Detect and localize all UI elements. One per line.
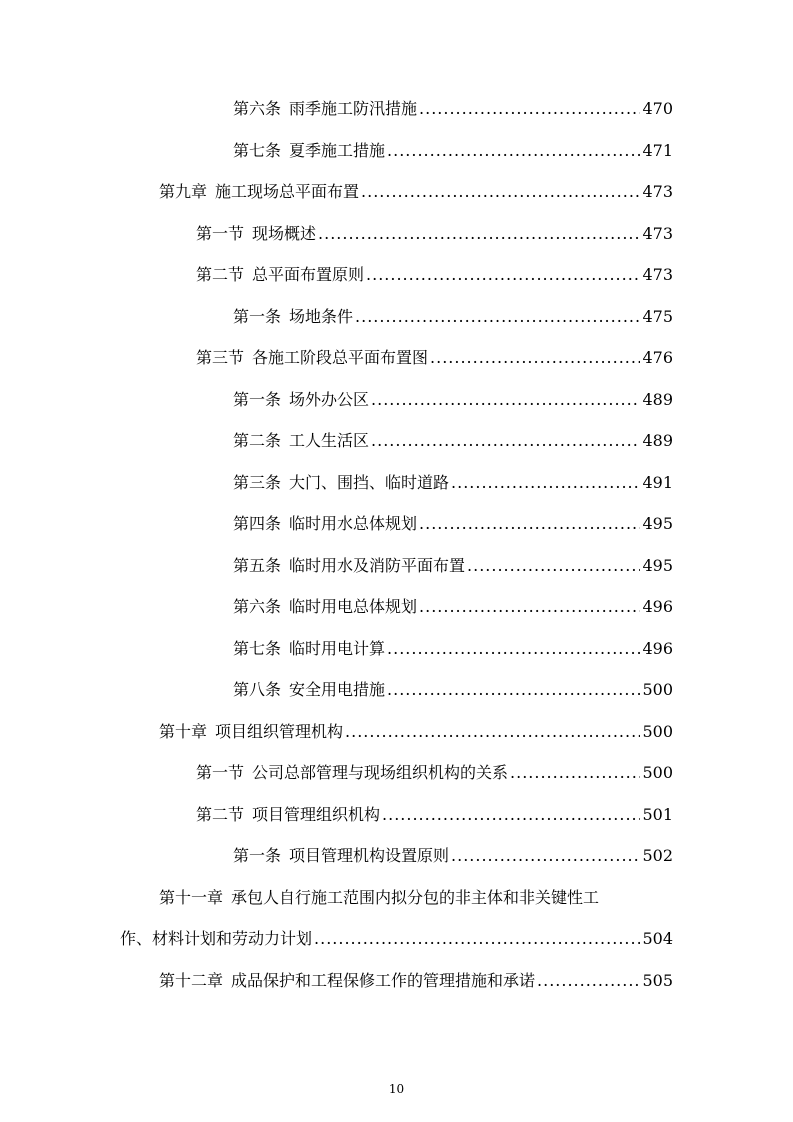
toc-label: 第七条	[233, 639, 282, 658]
toc-entry[interactable]	[0, 886, 793, 910]
toc-label: 第一节	[196, 763, 245, 782]
toc-entry[interactable]	[0, 388, 793, 412]
toc-entry[interactable]	[0, 844, 793, 868]
toc-entry[interactable]	[0, 803, 793, 827]
toc-title: 总平面布置原则	[252, 265, 365, 284]
toc-page: 489	[642, 390, 673, 409]
toc-title: 承包人自行施工范围内拟分包的非主体和非关键性工	[231, 888, 600, 907]
toc-title: 临时用水总体规划	[289, 514, 418, 533]
toc-leader	[467, 554, 640, 578]
toc-label: 第七条	[233, 141, 282, 160]
toc-leader	[387, 678, 640, 702]
toc-entry[interactable]	[0, 180, 793, 204]
toc-entry[interactable]	[0, 471, 793, 495]
toc-title: 场地条件	[289, 307, 354, 326]
toc-entry[interactable]	[0, 761, 793, 785]
toc-label: 第二节	[196, 265, 245, 284]
toc-title: 施工现场总平面布置	[215, 182, 360, 201]
toc-label: 第六条	[233, 597, 282, 616]
toc-entry-continuation[interactable]	[0, 927, 793, 951]
toc-page: 473	[642, 182, 673, 201]
toc-page: 500	[642, 680, 673, 699]
toc-leader	[419, 97, 640, 121]
toc-page: 473	[642, 224, 673, 243]
toc-label: 第一条	[233, 390, 282, 409]
toc-entry[interactable]	[0, 678, 793, 702]
toc-label: 第六条	[233, 99, 282, 118]
toc-leader	[387, 139, 640, 163]
toc-title: 现场概述	[252, 224, 317, 243]
toc-leader	[382, 803, 640, 827]
toc-entry[interactable]	[0, 595, 793, 619]
toc-title: 成品保护和工程保修工作的管理措施和承诺	[231, 971, 536, 990]
toc-page: 473	[642, 265, 673, 284]
toc-leader	[387, 637, 640, 661]
toc-label: 第一条	[233, 307, 282, 326]
toc-leader	[430, 346, 640, 370]
toc-leader	[451, 471, 640, 495]
toc-page: 504	[642, 929, 673, 948]
toc-leader	[345, 720, 640, 744]
toc-entry[interactable]	[0, 305, 793, 329]
toc-title: 临时用水及消防平面布置	[289, 556, 466, 575]
toc-page: 505	[642, 971, 673, 990]
toc-label: 第四条	[233, 514, 282, 533]
toc-entry[interactable]	[0, 263, 793, 287]
toc-leader	[371, 388, 640, 412]
toc-entry[interactable]	[0, 429, 793, 453]
toc-label: 第五条	[233, 556, 282, 575]
toc-label: 第三节	[196, 348, 245, 367]
toc-page: 489	[642, 431, 673, 450]
toc-label: 第一节	[196, 224, 245, 243]
toc-entry[interactable]	[0, 222, 793, 246]
toc-page: 491	[642, 473, 673, 492]
toc-label: 第十章	[159, 722, 208, 741]
toc-label: 第九章	[159, 182, 208, 201]
toc-label: 第三条	[233, 473, 282, 492]
toc-title: 公司总部管理与现场组织机构的关系	[252, 763, 509, 782]
toc-leader	[361, 180, 640, 204]
toc-title: 大门、围挡、临时道路	[289, 473, 450, 492]
toc-entry[interactable]	[0, 139, 793, 163]
toc-page: 476	[642, 348, 673, 367]
toc-title: 夏季施工措施	[289, 141, 386, 160]
toc-title: 项目管理组织机构	[252, 805, 381, 824]
toc-title: 项目管理机构设置原则	[289, 846, 450, 865]
toc-page: 502	[642, 846, 673, 865]
toc-entry[interactable]	[0, 637, 793, 661]
toc-leader	[366, 263, 640, 287]
toc-title: 雨季施工防汛措施	[289, 99, 418, 118]
toc-label: 第二节	[196, 805, 245, 824]
toc-label: 第一条	[233, 846, 282, 865]
toc-page: 475	[642, 307, 673, 326]
toc-title: 项目组织管理机构	[215, 722, 344, 741]
toc-page: 470	[642, 99, 673, 118]
page-number: 10	[388, 1082, 405, 1096]
toc-title: 临时用电计算	[289, 639, 386, 658]
toc-leader	[419, 512, 640, 536]
toc-page: 501	[642, 805, 673, 824]
toc-entry[interactable]	[0, 720, 793, 744]
toc-leader	[510, 761, 640, 785]
toc-page: 500	[642, 763, 673, 782]
toc-entry[interactable]	[0, 97, 793, 121]
toc-title: 工人生活区	[289, 431, 370, 450]
toc-leader	[355, 305, 640, 329]
toc-page: 500	[642, 722, 673, 741]
toc-page: 495	[642, 556, 673, 575]
toc-entry[interactable]	[0, 969, 793, 993]
toc-label: 第十二章	[159, 971, 224, 990]
toc-label: 第八条	[233, 680, 282, 699]
toc-title: 临时用电总体规划	[289, 597, 418, 616]
toc-leader	[314, 927, 640, 951]
toc-leader	[318, 222, 640, 246]
toc-label: 第二条	[233, 431, 282, 450]
toc-title: 安全用电措施	[289, 680, 386, 699]
toc-page: 496	[642, 639, 673, 658]
toc-page: 495	[642, 514, 673, 533]
toc-leader	[371, 429, 640, 453]
toc-title: 作、材料计划和劳动力计划	[120, 929, 313, 948]
toc-leader	[419, 595, 640, 619]
toc-title: 各施工阶段总平面布置图	[252, 348, 429, 367]
toc-title: 场外办公区	[289, 390, 370, 409]
toc-entry[interactable]	[0, 512, 793, 536]
toc-leader	[451, 844, 640, 868]
toc-entry[interactable]	[0, 554, 793, 578]
toc-page: 471	[642, 141, 673, 160]
toc-label: 第十一章	[159, 888, 224, 907]
toc-page: 496	[642, 597, 673, 616]
toc-entry[interactable]	[0, 346, 793, 370]
toc-leader	[537, 969, 640, 993]
